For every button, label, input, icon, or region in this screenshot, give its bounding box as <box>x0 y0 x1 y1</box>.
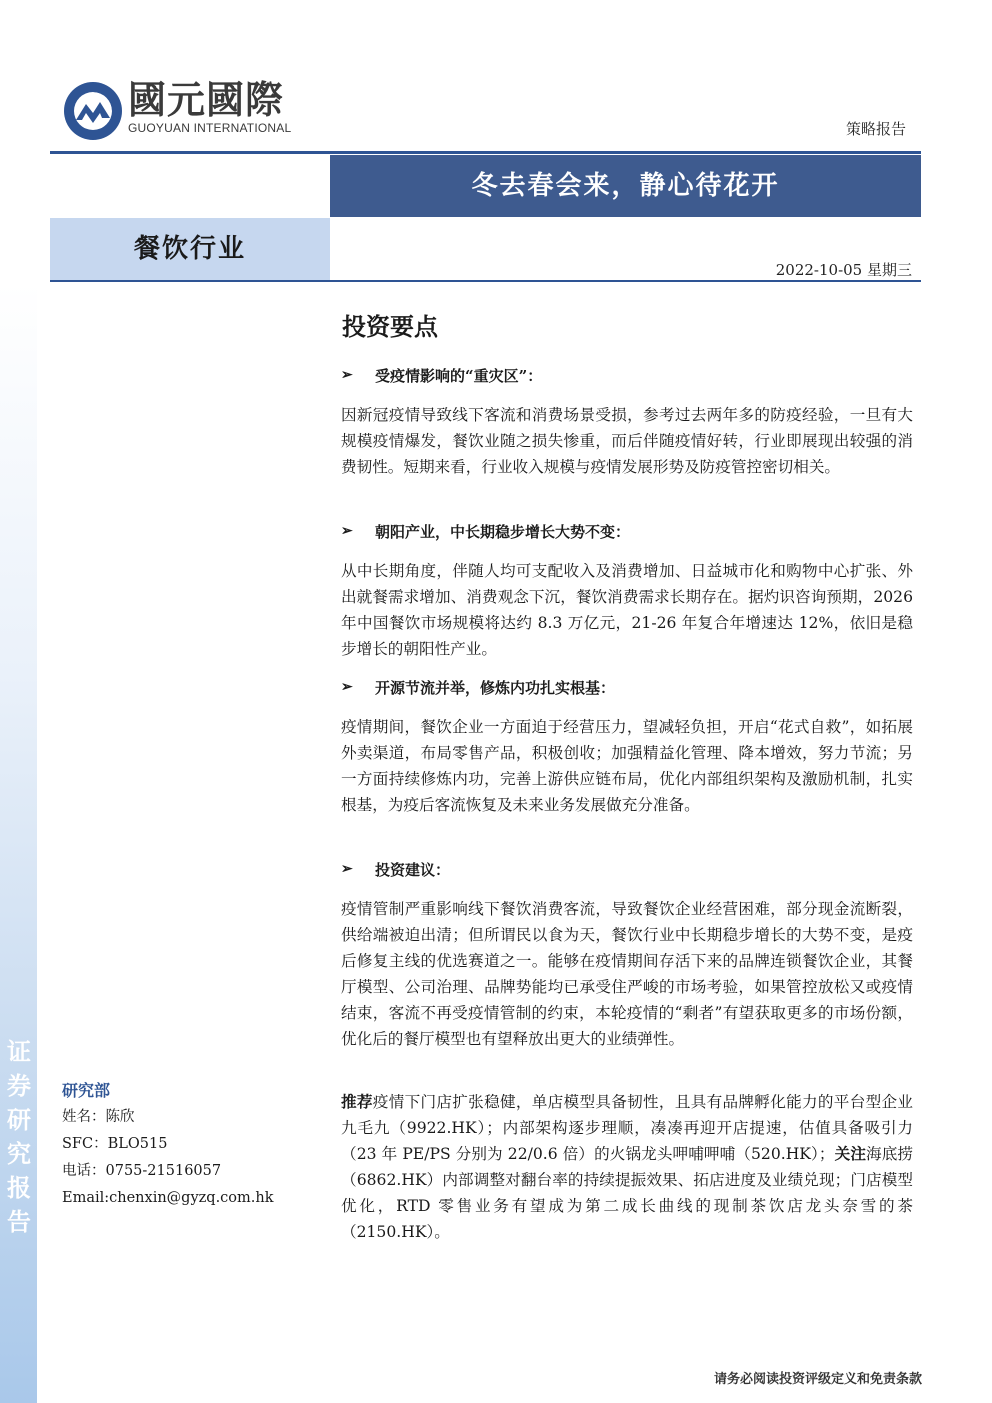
bullet-heading <box>341 518 913 544</box>
report-date: 2022-10-05 星期三 <box>775 261 912 279</box>
focus-text: 海底捞（6862.HK）内部调整对翻台率的持续提振效果、拓店进度及业绩兑现；门店模型优化，RTD 零售业务有望成为第二成长曲线的现制茶饮店龙头奈雪的茶（2150.HK）。 <box>341 1145 913 1241</box>
arrow-bullet-icon: ➢ <box>341 523 353 539</box>
recommend-label: 推荐 <box>341 1092 373 1111</box>
paragraph: 因新冠疫情导致线下客流和消费场景受损，参考过去两年多的防疫经验，一旦有大规模疫情爆发，餐饮业随之损失惨重，而后伴随疫情好转，行业即展现出较强的消费韧性。短期来看，行业收入规模与疫情发展形势及防疫管控密切相关。 <box>341 406 913 476</box>
section-block-2 <box>341 518 913 662</box>
research-department: 研究部 <box>62 1081 111 1100</box>
disclaimer-note: 请务必阅读投资评级定义和免责条款 <box>713 1372 922 1387</box>
paragraph: 疫情期间，餐饮企业一方面迫于经营压力，望减轻负担，开启“花式自救”，如拓展外卖渠道，布局零售产品，积极创收；加强精益化管理、降本增效，努力节流；另一方面持续修炼内功，完善上游供应链布局，优化内部组织架构及激励机制，扎实根基，为疫后客流恢复及未来业务发展做充分准备。 <box>341 718 913 814</box>
section-title: 投资要点 <box>342 312 438 341</box>
report-title: 冬去春会来，静心待花开 <box>330 155 921 217</box>
arrow-bullet-icon: ➢ <box>341 679 353 695</box>
section-block-3 <box>341 674 913 818</box>
bullet-heading-text: 开源节流并举，修炼内功扎实根基： <box>375 678 616 697</box>
logo-english-name: GUOYUAN INTERNATIONAL <box>128 121 292 135</box>
paragraph: 从中长期角度，伴随人均可支配收入及消费增加、日益城市化和购物中心扩张、外出就餐需求增加、消费观念下沉，餐饮消费需求长期存在。据灼识咨询预期，2026 年中国餐饮市场规模将达约 8.3 万亿元，21-26 年复合年增速达 12%，依旧是稳步增长的朝阳性产业。 <box>341 562 913 658</box>
analyst-email[interactable]: Email:chenxin@gyzq.com.hk <box>62 1190 274 1206</box>
paragraph: 疫情管制严重影响线下餐饮消费客流，导致餐饮企业经营困难，部分现金流断裂，供给端被迫出清；但所谓民以食为天，餐饮行业中长期稳步增长的大势不变，是疫后修复主线的优选赛道之一。能够在疫情期间存活下来的品牌连锁餐饮企业，其餐厅模型、公司治理、品牌势能均已承受住严峻的市场考验，如果管控放松又或疫情结束，客流不再受疫情管制的约束，本轮疫情的“剩者”有望获取更多的市场份额，优化后的餐厅模型也有望释放出更大的业绩弹性。 <box>341 900 913 1048</box>
focus-label: 关注 <box>834 1144 867 1163</box>
bullet-heading <box>341 674 913 700</box>
top-divider <box>50 151 921 154</box>
bullet-heading <box>341 362 913 388</box>
analyst-name: 姓名：陈欣 <box>62 1109 135 1125</box>
industry-label: 餐饮行业 <box>50 218 330 280</box>
section-block-1 <box>341 362 913 480</box>
bullet-heading <box>341 856 913 882</box>
vertical-label: 证券研究报告 <box>7 1037 31 1236</box>
bullet-heading-text: 投资建议： <box>375 860 451 879</box>
bullet-heading-text: 受疫情影响的“重灾区”： <box>375 366 543 385</box>
logo-chinese-name: 國元國際 <box>128 77 285 122</box>
guoyuan-logo-icon <box>62 80 124 142</box>
recommend-text: 疫情下门店扩张稳健，单店模型具备韧性，且具有品牌孵化能力的平台型企业九毛九（9922.HK）；内部架构逐步理顺，凑凑再迎开店提速，估值具备吸引力（23 年 PE/PS 分别为 22/0.6 倍）的火锅龙头呷哺呷哺（520.HK）； <box>341 1093 913 1163</box>
analyst-phone: 电话：0755-21516057 <box>62 1163 222 1179</box>
analyst-sfc: SFC：BLO515 <box>62 1136 168 1152</box>
section-block-4 <box>341 856 913 1052</box>
header-bottom-divider <box>50 280 921 282</box>
recommendation-block <box>341 1089 913 1245</box>
report-type: 策略报告 <box>845 120 906 138</box>
recommendation-paragraph <box>341 1089 913 1245</box>
arrow-bullet-icon: ➢ <box>341 861 353 877</box>
arrow-bullet-icon: ➢ <box>341 367 353 383</box>
bullet-heading-text: 朝阳产业，中长期稳步增长大势不变： <box>375 522 631 541</box>
